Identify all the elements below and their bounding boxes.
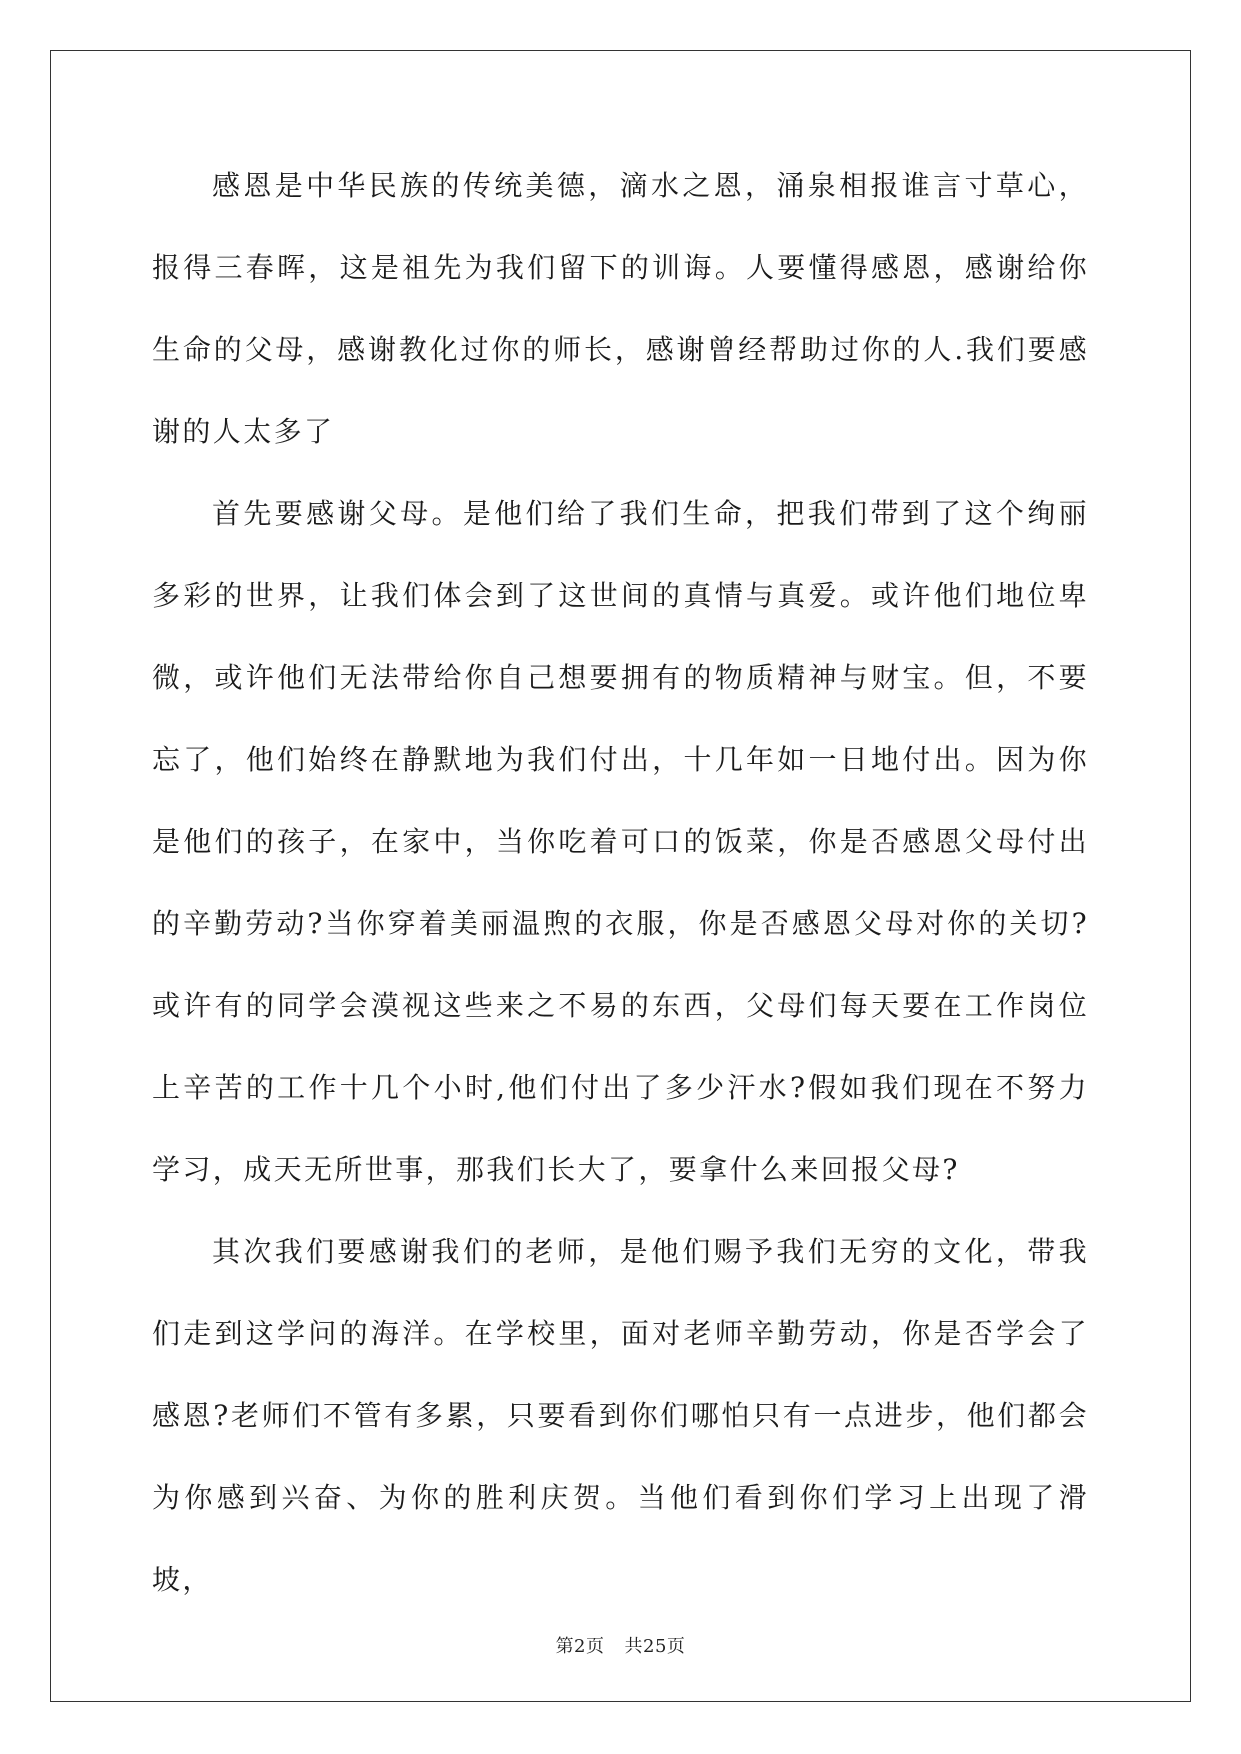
paragraph-3: 其次我们要感谢我们的老师，是他们赐予我们无穷的文化，带我们走到这学问的海洋。在学校里，面对老师辛勤劳动，你是否学会了感恩?老师们不管有多累，只要看到你们哪怕只有一点进步，他们都会为你感到兴奋、为你的胜利庆贺。当他们看到你们学习上出现了滑坡， xyxy=(152,1235,1089,1596)
paragraph-2: 首先要感谢父母。是他们给了我们生命，把我们带到了这个绚丽多彩的世界，让我们体会到了这世间的真情与真爱。或许他们地位卑微，或许他们无法带给你自己想要拥有的物质精神与财宝。但，不要忘了，他们始终在静默地为我们付出，十几年如一日地付出。因为你是他们的孩子，在家中，当你吃着可口的饭菜，你是否感恩父母付出的辛勤劳动?当你穿着美丽温煦的衣服，你是否感恩父母对你的关切?或许有的同学会漠视这些来之不易的东西，父母们每天要在工作岗位上辛苦的工作十几个小时,他们付出了多少汗水?假如我们现在不努力学习，成天无所世事，那我们长大了，要拿什么来回报父母? xyxy=(152,497,1089,1186)
page-total: 共25页 xyxy=(624,1636,686,1657)
page-number: 第2页 xyxy=(555,1636,605,1657)
paragraph-1: 感恩是中华民族的传统美德，滴水之恩，涌泉相报谁言寸草心，报得三春晖，这是祖先为我们留下的训诲。人要懂得感恩，感谢给你生命的父母，感谢教化过你的师长，感谢曾经帮助过你的人.我们要感谢的人太多了 xyxy=(152,169,1089,448)
page-footer xyxy=(0,1632,1241,1658)
document-body xyxy=(152,145,1089,1621)
